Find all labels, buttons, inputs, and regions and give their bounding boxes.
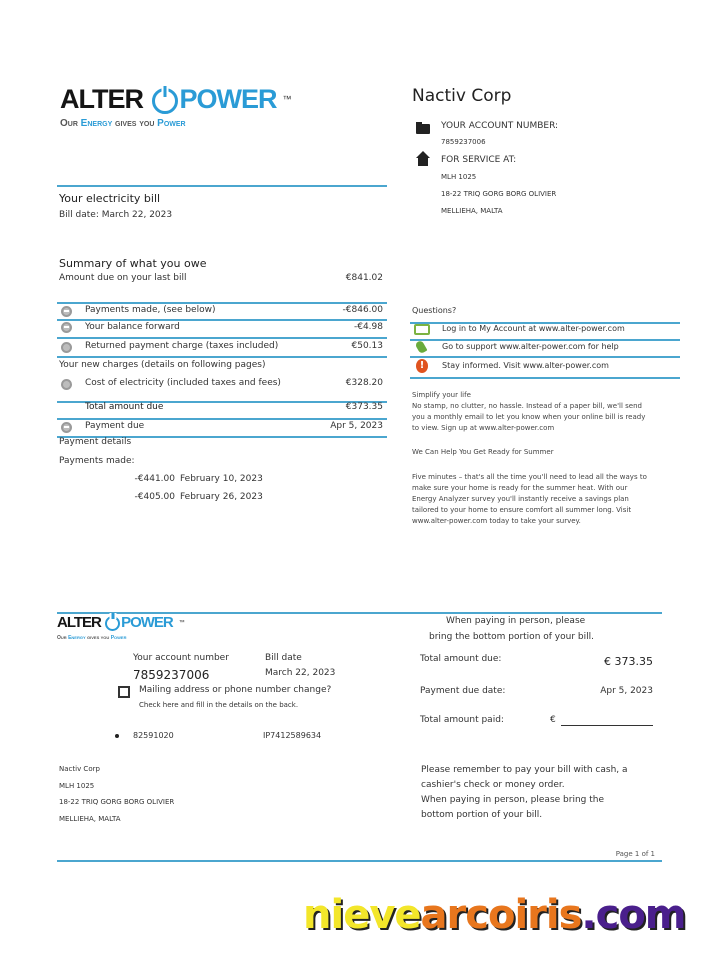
question-item[interactable]: Stay informed. Visit www.alter-power.com	[442, 361, 609, 370]
brand-logo	[60, 84, 291, 129]
logo-power-text: POWER	[121, 614, 173, 631]
payment-date: February 10, 2023	[180, 474, 263, 484]
promo-line: www.alter-power.com today to take your survey.	[412, 517, 581, 525]
summer-block	[412, 472, 687, 527]
page-number: Page 1 of 1	[615, 850, 655, 858]
customer-name: Nactiv Corp	[412, 86, 512, 106]
stub-total-due-label: Total amount due:	[420, 654, 502, 664]
power-icon	[105, 616, 120, 631]
stub-due-date-value: Apr 5, 2023	[600, 686, 653, 696]
promo-line: make sure your home is ready for the summer heat. With our	[412, 484, 628, 492]
stub-bill-date-label: Bill date	[265, 653, 302, 663]
logo-alter-text: ALTER	[57, 614, 101, 631]
house-icon	[418, 157, 428, 166]
service-address-line-3: MELLIEHA, MALTA	[441, 207, 503, 215]
stub-account-label: Your account number	[133, 653, 229, 663]
simplify-title: Simplify your life	[412, 391, 471, 399]
divider	[57, 356, 387, 358]
logo-alter-text: ALTER	[60, 84, 143, 114]
plus-circle-icon	[61, 379, 72, 390]
summary-row-value: €50.13	[351, 341, 383, 351]
questions-title: Questions?	[412, 306, 457, 315]
mailing-change-label: Mailing address or phone number change?	[139, 685, 332, 695]
promo-line: Energy Analyzer survey you'll instantly receive a savings plan	[412, 495, 629, 503]
divider	[57, 337, 387, 339]
question-item[interactable]: Log in to My Account at www.alter-power.com	[442, 324, 625, 333]
promo-line: to view. Sign up at www.alter-power.com	[412, 424, 555, 432]
reminder-line: cashier's check or money order.	[421, 780, 565, 790]
simplify-block	[412, 390, 682, 434]
stub-due-date-label: Payment due date:	[420, 686, 506, 696]
tagline: Our Energy gives you Power	[60, 118, 186, 129]
divider	[57, 302, 387, 304]
pay-note-line-2: bring the bottom portion of your bill.	[429, 632, 594, 642]
divider	[410, 339, 680, 341]
promo-line: Five minutes – that's all the time you'll need to lead all the ways to	[412, 473, 647, 481]
watermark-part-3: .com	[581, 892, 686, 938]
promo-line: you a monthly email to let you know when your online bill is ready	[412, 413, 646, 421]
stub-code-1: 82591020	[133, 731, 174, 740]
payment-due-label: Payment due	[85, 421, 145, 431]
payment-due-value: Apr 5, 2023	[330, 421, 383, 431]
reminder-line: Please remember to pay your bill with cash, a	[421, 765, 628, 775]
stub-bill-date: March 22, 2023	[265, 668, 336, 678]
total-paid-input[interactable]	[561, 725, 653, 726]
minus-circle-icon	[61, 322, 72, 333]
divider	[57, 185, 387, 187]
payment-date: February 26, 2023	[180, 492, 263, 502]
house-icon-roof	[416, 151, 430, 158]
payment-amount: -€441.00	[134, 474, 175, 484]
electricity-cost-value: €328.20	[345, 378, 383, 388]
service-label: FOR SERVICE AT:	[441, 155, 517, 165]
summary-row-label: Returned payment charge (taxes included)	[85, 341, 279, 351]
stub-address-line: MLH 1025	[59, 782, 95, 790]
bill-date: Bill date: March 22, 2023	[59, 210, 173, 220]
service-address-line-2: 18-22 TRIQ GORG BORG OLIVIER	[441, 190, 557, 198]
stub-total-due-value: € 373.35	[604, 655, 653, 668]
footer-divider	[57, 860, 662, 862]
watermark-part-1: nieve	[303, 892, 421, 938]
reminder-line: bottom portion of your bill.	[421, 810, 543, 820]
bill-title: Your electricity bill	[59, 192, 161, 205]
chat-icon	[414, 324, 430, 335]
stub-account-number: 7859237006	[133, 668, 210, 682]
summary-row-value: -€4.98	[353, 322, 383, 332]
mailing-change-checkbox[interactable]	[118, 686, 130, 698]
account-number: 7859237006	[441, 138, 486, 146]
promo-line: tailored to your home to ensure comfort all summer long. Visit	[412, 506, 632, 514]
pay-note-line-1: When paying in person, please	[446, 616, 586, 626]
stub-address-line: Nactiv Corp	[59, 765, 100, 773]
logo-power-text: POWER	[179, 84, 277, 114]
tagline: Our Energy gives you Power	[57, 635, 127, 641]
support-icon	[415, 340, 428, 354]
payments-made-label: Payments made:	[59, 456, 135, 466]
folder-icon	[416, 124, 430, 134]
summary-title: Summary of what you owe	[59, 257, 207, 270]
alert-icon: !	[416, 359, 428, 373]
payment-amount: -€405.00	[134, 492, 175, 502]
stub-address-line: MELLIEHA, MALTA	[59, 815, 121, 823]
minus-circle-icon	[61, 422, 72, 433]
new-charges-label: Your new charges (details on following pages)	[59, 360, 266, 370]
divider	[57, 418, 387, 420]
service-address-line-1: MLH 1025	[441, 173, 477, 181]
divider	[57, 319, 387, 321]
trademark: ™	[282, 94, 291, 104]
stub-total-paid-currency: €	[550, 715, 556, 725]
trademark: ™	[178, 620, 184, 626]
watermark-part-2: arcoiris	[420, 892, 582, 938]
last-bill-value: €841.02	[345, 273, 383, 283]
payment-details-title: Payment details	[59, 437, 132, 447]
stub-code-2: IP7412589634	[263, 731, 322, 740]
summary-row-label: Your balance forward	[85, 322, 180, 332]
electricity-cost-label: Cost of electricity (included taxes and fees)	[85, 378, 281, 388]
question-item[interactable]: Go to support www.alter-power.com for help	[442, 342, 619, 351]
reminder-line: When paying in person, please bring the	[421, 795, 604, 805]
bullet-icon	[115, 734, 119, 738]
summary-row-value: -€846.00	[342, 305, 383, 315]
summary-row-label: Payments made, (see below)	[85, 305, 216, 315]
stub-address-line: 18-22 TRIQ GORG BORG OLIVIER	[59, 798, 175, 806]
total-due-label: Total amount due	[85, 402, 164, 412]
plus-circle-icon	[61, 342, 72, 353]
mailing-change-hint: Check here and fill in the details on the back.	[139, 701, 299, 709]
stub-total-paid-label: Total amount paid:	[420, 715, 504, 725]
divider	[410, 356, 680, 358]
promo-line: No stamp, no clutter, no hassle. Instead of a paper bill, we'll send	[412, 402, 642, 410]
folder-icon-tab	[416, 122, 422, 125]
account-number-label: YOUR ACCOUNT NUMBER:	[441, 121, 559, 131]
last-bill-label: Amount due on your last bill	[59, 273, 187, 283]
power-icon	[152, 88, 178, 114]
total-due-value: €373.35	[345, 402, 383, 412]
minus-circle-icon	[61, 306, 72, 317]
divider	[410, 377, 680, 379]
summer-title: We Can Help You Get Ready for Summer	[412, 448, 554, 456]
watermark-text	[303, 892, 685, 938]
stub-logo	[57, 614, 184, 641]
